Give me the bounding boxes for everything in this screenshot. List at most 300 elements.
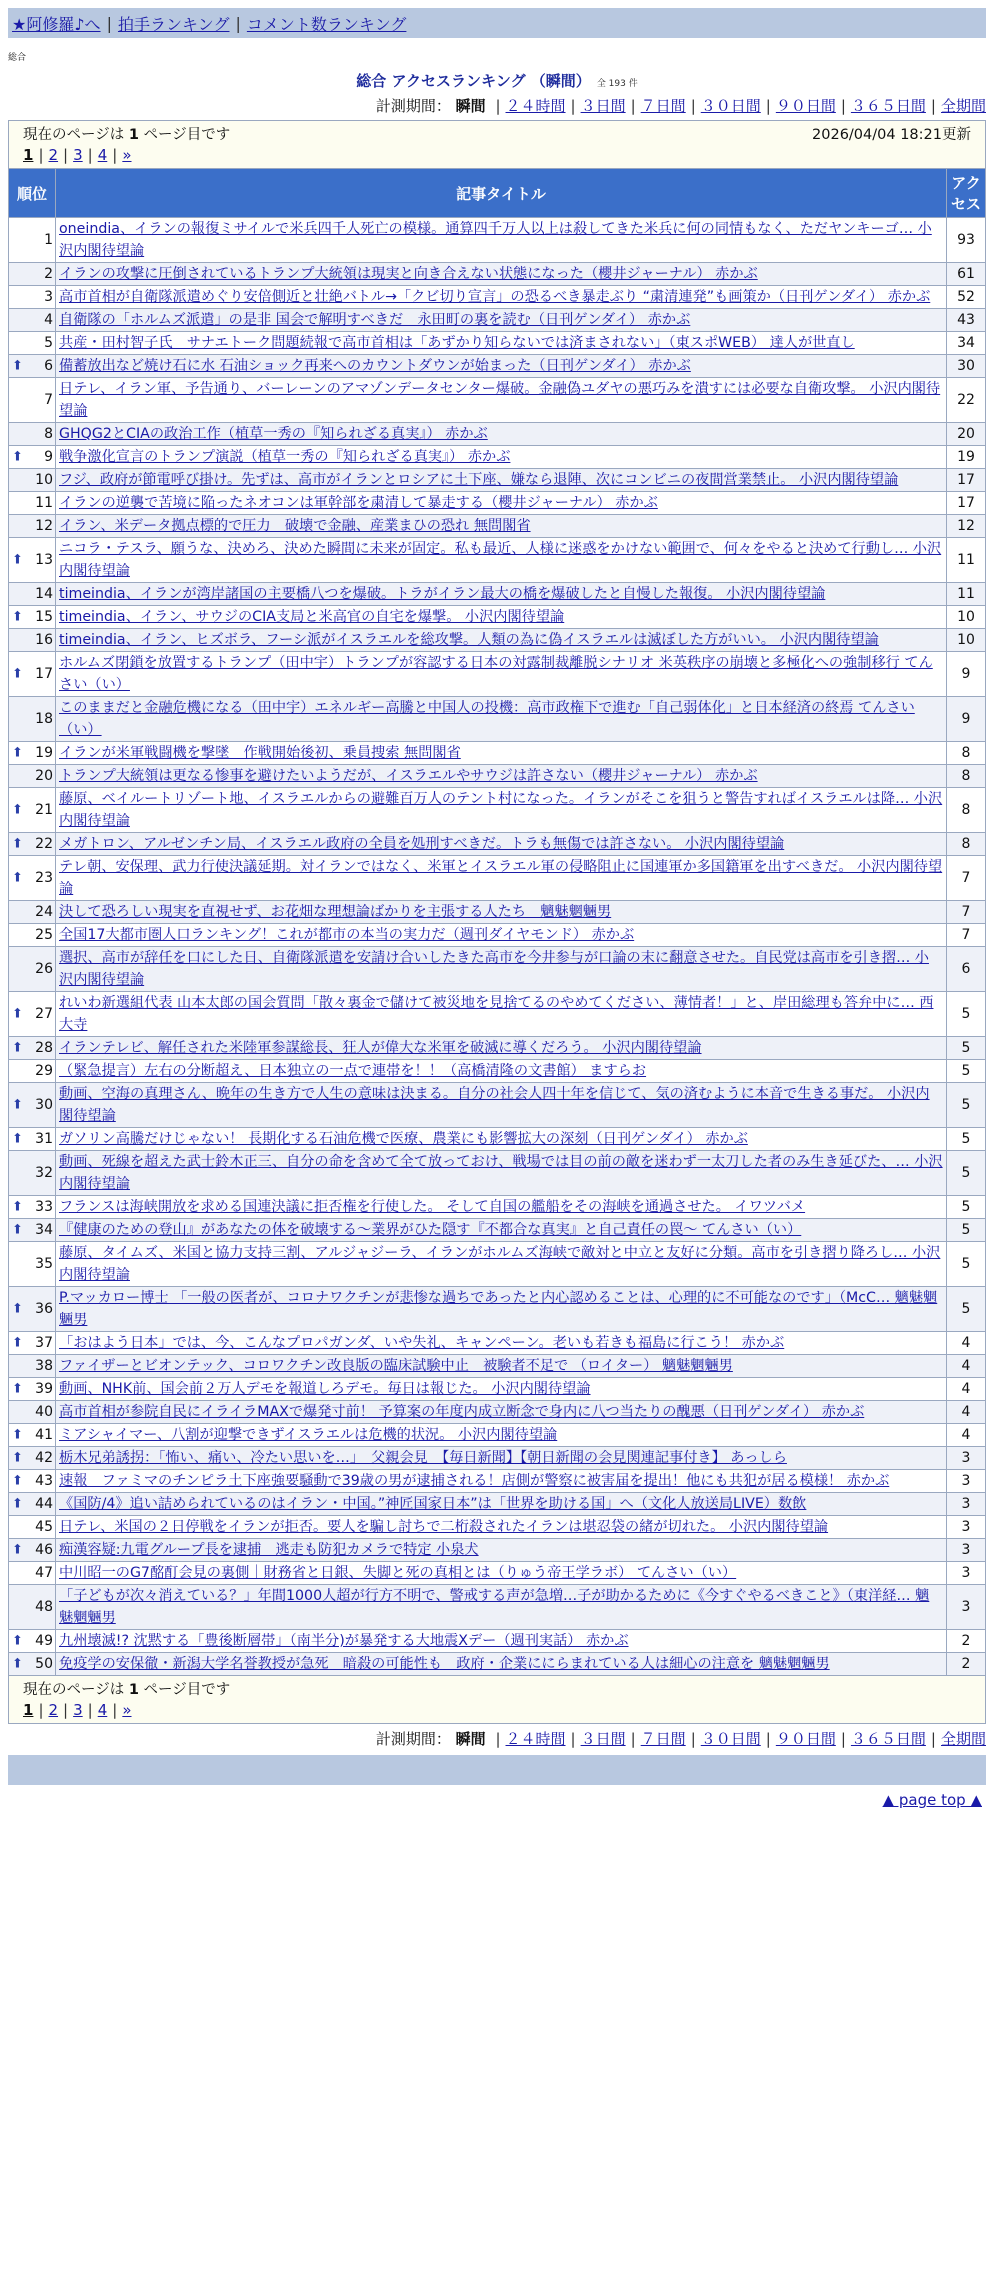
article-link[interactable]: ミアシャイマー、八割が迎撃できずイスラエルは危機的状況。 小沢内閣待望論 [59,1427,558,1443]
table-row [9,1653,986,1676]
period-separator: | [570,97,576,115]
period-option-link[interactable]: ２４時間 [505,1730,566,1748]
table-row [9,833,986,856]
table-row [9,606,986,629]
table-row [9,1493,986,1516]
rank-number: 37 [35,1335,53,1351]
title-cell [56,924,947,947]
article-link[interactable]: 自衛隊の「ホルムズ派遣」の是非 国会で解明すべきだ 永田町の裏を読む（日刊ゲンダイ） 赤かぶ [59,312,691,328]
table-row [9,1151,986,1196]
rank-cell [9,286,56,309]
updated-timestamp: 2026/04/04 18:21更新 [812,127,971,143]
article-link[interactable]: れいわ新選組代表 山本太郎の国会質問「散々裏金で儲けて被災地を見捨てるのやめてください、薄情者！」と、岸田総理も答弁中に… 西大寺 [59,995,934,1033]
access-count: 2 [947,1653,986,1676]
title-cell [56,1242,947,1287]
period-current: 瞬間 [455,1730,486,1748]
rank-number: 11 [35,495,53,511]
rank-number: 49 [35,1633,53,1649]
article-link[interactable]: ガソリン高騰だけじゃない！ 長期化する石油危機で医療、農業にも影響拡大の深刻（日刊ゲンダイ） 赤かぶ [59,1131,748,1147]
home-link[interactable]: ★阿修羅♪へ [12,14,101,34]
title-cell [56,1060,947,1083]
access-count: 4 [947,1355,986,1378]
rank-number: 31 [35,1131,53,1147]
rank-cell [9,788,56,833]
rank-cell [9,629,56,652]
current-page-note [23,1678,230,1699]
header-title: 記事タイトル [56,169,947,218]
period-separator: | [495,1730,501,1748]
rank-number: 4 [44,312,53,328]
up-arrow-icon: ⬆ [12,666,23,682]
rank-cell [9,1060,56,1083]
article-link[interactable]: イランが米軍戦闘機を撃墜 作戦開始後初、乗員捜索 無問閣省 [59,745,461,761]
title-cell [56,606,947,629]
title-cell [56,263,947,286]
rank-cell [9,1424,56,1447]
title-cell [56,992,947,1037]
up-arrow-icon: ⬆ [12,836,23,852]
rank-number: 33 [35,1199,53,1215]
period-option-link[interactable]: ３６５日間 [850,1730,926,1748]
up-arrow-icon: ⬆ [12,1006,23,1022]
article-link[interactable]: トランプ大統領は更なる惨事を避けたいようだが、イスラエルやサウジは許さない（櫻井ジャーナル） 赤かぶ [59,768,758,784]
access-count: 3 [947,1493,986,1516]
article-link[interactable]: ニコラ・テスラ、願うな、決めろ、決めた瞬間に未来が固定。私も最近、人様に迷惑をかけない範囲で、何々をやると決めて行動し… 小沢内閣待望論 [59,541,942,579]
article-link[interactable]: timeindia、イランが湾岸諸国の主要橋八つを爆破。トラがイラン最大の橋を爆破したと自慢した報復。 小沢内閣待望論 [59,586,826,602]
rank-cell [9,469,56,492]
rank-cell [9,1332,56,1355]
title-cell [56,538,947,583]
article-link[interactable]: 『健康のための登山』があなたの体を破壊する～業界がひた隠す『不都合な真実』と自己責任の罠～ てんさい（い） [59,1222,802,1238]
pager-bottom [23,1701,971,1723]
table-row [9,1355,986,1378]
rank-cell [9,1151,56,1196]
rank-number: 40 [35,1404,53,1420]
top-nav-bar [8,8,986,38]
table-row [9,1470,986,1493]
header-access: アクセス [947,169,986,218]
title-cell [56,788,947,833]
pager-separator: | [112,1701,118,1719]
rank-number: 20 [35,768,53,784]
access-count: 3 [947,1585,986,1630]
period-label: 計測期間： [375,1730,451,1748]
access-count: 5 [947,1151,986,1196]
access-count: 7 [947,901,986,924]
pager-link[interactable]: 4 [97,146,108,164]
up-arrow-icon: ⬆ [12,745,23,761]
article-link[interactable]: （緊急提言）左右の分断超え、日本独立の一点で連帯を！！（高橋清隆の文書館） ますらお [59,1063,647,1079]
info-bar-top [9,121,986,169]
article-link[interactable]: 「子どもが次々消えている？」年間1000人超が行方不明で、警戒する声が急増…子が助かるために《今すぐやるべきこと》（東洋経… 魑魅魍魎男 [59,1588,930,1626]
rank-number: 43 [35,1473,53,1489]
access-count: 52 [947,286,986,309]
table-row [9,765,986,788]
title-cell [56,1378,947,1401]
title-cell [56,1653,947,1676]
bottom-bar [8,1755,986,1785]
article-link[interactable]: ファイザーとビオンテック、コロワクチン改良版の臨床試験中止 被験者不足で （ロイター） 魑魅魍魎男 [59,1358,733,1374]
table-row [9,856,986,901]
period-option-link[interactable]: ７日間 [640,1730,686,1748]
page-note-num: 1 [128,127,139,143]
article-link[interactable]: 全国17大都市圏人口ランキング！これが都市の本当の実力だ（週刊ダイヤモンド） 赤かぶ [59,927,635,943]
rank-cell [9,606,56,629]
title-cell [56,378,947,423]
table-row [9,1196,986,1219]
pager-current: 1 [23,146,34,164]
period-option-link[interactable]: 全期間 [940,97,986,115]
up-arrow-icon: ⬆ [12,1301,23,1317]
up-arrow-icon: ⬆ [12,1450,23,1466]
table-row [9,538,986,583]
rank-number: 36 [35,1301,53,1317]
rank-number: 8 [44,426,53,442]
pager-link[interactable]: 3 [73,1701,83,1719]
rank-cell [9,1516,56,1539]
pager-next-link[interactable]: » [122,1701,132,1719]
rank-cell [9,1083,56,1128]
table-row [9,1562,986,1585]
rank-number: 48 [35,1599,53,1615]
access-count: 19 [947,446,986,469]
rank-number: 45 [35,1519,53,1535]
table-row [9,1447,986,1470]
period-option-link[interactable]: 全期間 [940,1730,986,1748]
rank-number: 30 [35,1097,53,1113]
table-row [9,1037,986,1060]
article-link[interactable]: イランの逆襲で苦境に陥ったネオコンは軍幹部を粛清して暴走する（櫻井ジャーナル） 赤かぶ [59,495,658,511]
table-row [9,1378,986,1401]
article-link[interactable]: イランテレビ、解任された米陸軍参謀総長、狂人が偉大な米軍を破滅に導くだろう。 小沢内閣待望論 [59,1040,702,1056]
article-link[interactable]: イランの攻撃に圧倒されているトランプ大統領は現実と向き合えない状態になった（櫻井ジャーナル） 赤かぶ [59,266,758,282]
title-cell [56,1493,947,1516]
article-link[interactable]: 高市首相が自衛隊派遣めぐり安倍側近と壮絶バトル→「クビ切り宣言」の恐るべき暴走ぶり “粛清連発”も画策か（日刊ゲンダイ） 赤かぶ [59,289,931,305]
period-option-link[interactable]: ３６５日間 [850,97,926,115]
pager-link[interactable]: 4 [97,1701,108,1719]
article-link[interactable]: 藤原、ベイルートリゾート地、イスラエルからの避難百万人のテント村になった。イランがそこを狙うと警告すればイスラエルは降… 小沢内閣待望論 [59,791,943,829]
rank-number: 28 [35,1040,53,1056]
pager-top [23,146,971,168]
article-link[interactable]: 日テレ、イラン軍、予告通り、バーレーンのアマゾンデータセンター爆破。金融偽ユダヤの悪巧みを潰すには必要な自衛攻撃。 小沢内閣待望論 [59,381,941,419]
rank-cell [9,378,56,423]
table-row [9,947,986,992]
rank-cell [9,1287,56,1332]
page-title-text: 総合 アクセスランキング （瞬間） [356,72,591,90]
access-count: 22 [947,378,986,423]
up-arrow-icon: ⬆ [12,552,23,568]
period-option-link[interactable]: ３０日間 [700,97,761,115]
article-link[interactable]: 動画、空海の真理さん、晩年の生き方で人生の意味は決まる。自分の社会人四十年を信じて、気の済むように本音で生きる事だ。 小沢内閣待望論 [59,1086,930,1124]
article-link[interactable]: 速報 ファミマのチンピラ土下座強要騒動で39歳の男が逮捕される！店側が警察に被害届を提出！他にも共犯が居る模様！ 赤かぶ [59,1473,890,1489]
rank-number: 24 [35,904,53,920]
table-row [9,583,986,606]
title-cell [56,1630,947,1653]
access-count: 43 [947,309,986,332]
up-arrow-icon: ⬆ [12,1427,23,1443]
period-separator: | [570,1730,576,1748]
article-link[interactable]: メガトロン、アルゼンチン局、イスラエル政府の全員を処刑すべきだ。トラも無傷では許さない。 小沢内閣待望論 [59,836,785,852]
rank-number: 27 [35,1006,53,1022]
article-link[interactable]: 決して恐ろしい現実を直視せず、お花畑な理想論ばかりを主張する人たち 魑魅魍魎男 [59,904,612,920]
rank-number: 46 [35,1542,53,1558]
rank-cell [9,947,56,992]
table-row [9,1516,986,1539]
article-link[interactable]: ホルムズ閉鎖を放置するトランプ（田中宇）トランプが容認する日本の対露制裁離脱シナリオ 米英秩序の崩壊と多極化への強制移行 てんさい（い） [59,655,933,693]
period-option-link[interactable]: ７日間 [640,97,686,115]
rank-number: 18 [35,711,53,727]
access-count: 4 [947,1332,986,1355]
page-note-suffix: ページ目です [143,127,231,143]
access-count: 5 [947,992,986,1037]
access-count: 34 [947,332,986,355]
period-separator: | [690,1730,696,1748]
title-cell [56,947,947,992]
up-arrow-icon: ⬆ [12,1542,23,1558]
clap-ranking-link[interactable]: 拍手ランキング [117,14,230,34]
rank-cell [9,765,56,788]
pager-link[interactable]: 2 [48,146,59,164]
article-link[interactable]: 日テレ、米国の２日停戦をイランが拒否。要人を騙し討ちで二桁殺されたイランは堪忍袋の緒が切れた。 小沢内閣待望論 [59,1519,829,1535]
rank-cell [9,492,56,515]
table-row [9,263,986,286]
period-separator: | [690,97,696,115]
rank-cell [9,856,56,901]
pager-separator: | [63,146,69,164]
rank-cell [9,901,56,924]
access-count: 4 [947,1424,986,1447]
rank-number: 38 [35,1358,53,1374]
table-row [9,218,986,263]
article-link[interactable]: 動画、NHK前、国会前２万人デモを報道しろデモ。毎日は報じた。 小沢内閣待望論 [59,1381,591,1397]
article-link[interactable]: テレ朝、安保理、武力行使決議延期。対イランではなく、米軍とイスラエル軍の侵略阻止に国連軍か多国籍軍を出すべきだ。 小沢内閣待望論 [59,859,943,897]
table-row [9,1424,986,1447]
pager-link[interactable]: 3 [73,146,83,164]
article-link[interactable]: 「おはよう日本」では、今、こんなプロパガンダ、いや失礼、キャンペーン。老いも若きも福島に行こう！ 赤かぶ [59,1335,785,1351]
pager-next-link[interactable]: » [122,146,132,164]
table-row [9,652,986,697]
period-separator: | [930,97,936,115]
rank-cell [9,1562,56,1585]
title-cell [56,833,947,856]
rank-number: 41 [35,1427,53,1443]
rank-number: 17 [35,666,53,682]
up-arrow-icon: ⬆ [12,609,23,625]
title-cell [56,583,947,606]
header-rank: 順位 [9,169,56,218]
rank-cell [9,423,56,446]
period-separator: | [630,97,636,115]
table-row [9,446,986,469]
article-link[interactable]: 免疫学の安保徹・新潟大学名誉教授が急死 暗殺の可能性も 政府・企業ににらまれている人は細心の注意を 魑魅魍魎男 [59,1656,830,1672]
rank-number: 39 [35,1381,53,1397]
access-count: 9 [947,652,986,697]
rank-cell [9,742,56,765]
rank-cell [9,1585,56,1630]
article-link[interactable]: 戦争激化宣言のトランプ演説（植草一秀の『知られざる真実』） 赤かぶ [59,449,511,465]
rank-number: 29 [35,1063,53,1079]
access-count: 20 [947,423,986,446]
rank-cell [9,515,56,538]
ranking-table [8,120,986,1724]
rank-cell [9,1447,56,1470]
title-cell [56,423,947,446]
nav-separator: | [235,13,241,33]
article-link[interactable]: フランスは海峡開放を求める国連決議に拒否権を行使した。 そして自国の艦船をその海峡を通過させた。 イワツバメ [59,1199,806,1215]
access-count: 7 [947,924,986,947]
table-row [9,286,986,309]
up-arrow-icon: ⬆ [12,1222,23,1238]
title-cell [56,1401,947,1424]
rank-cell [9,652,56,697]
title-cell [56,1219,947,1242]
page-title [8,70,986,91]
rank-cell [9,1219,56,1242]
rank-cell [9,332,56,355]
rank-cell [9,992,56,1037]
access-count: 61 [947,263,986,286]
article-link[interactable]: 栃木兄弟誘拐：「怖い、痛い、冷たい思いを…」 父親会見 【毎日新聞】【朝日新聞の会見関連記事付き】 あっしら [59,1450,787,1466]
title-cell [56,742,947,765]
up-arrow-icon: ⬆ [12,1473,23,1489]
title-cell [56,1424,947,1447]
title-cell [56,1447,947,1470]
rank-cell [9,924,56,947]
access-count: 3 [947,1562,986,1585]
access-count: 7 [947,856,986,901]
article-link[interactable]: 中川昭一のG7酩酊会見の裏側｜財務省と日銀、失脚と死の真相とは（りゅう帝王学ラボ） てんさい（い） [59,1565,737,1581]
title-cell [56,515,947,538]
pager-separator: | [87,146,93,164]
article-link[interactable]: P.マッカロー博士 「一般の医者が、コロナワクチンが悲惨な過ちであったと内心認めることは、心理的に不可能なのです」（McC… 魑魅魍魎男 [59,1290,938,1328]
period-option-link[interactable]: ３日間 [580,1730,626,1748]
title-cell [56,286,947,309]
rank-number: 22 [35,836,53,852]
table-row [9,332,986,355]
rank-cell [9,1470,56,1493]
access-count: 17 [947,469,986,492]
period-option-link[interactable]: ３０日間 [700,1730,761,1748]
rank-number: 12 [35,518,53,534]
article-link[interactable]: フジ、政府が節電呼び掛け。先ずは、高市がイランとロシアに土下座、嫌なら退陣、次にコンビニの夜間営業禁止。 小沢内閣待望論 [59,472,899,488]
rank-number: 6 [44,358,53,374]
article-link[interactable]: timeindia、イラン、サウジのCIA支局と米高官の自宅を爆撃。 小沢内閣待望論 [59,609,565,625]
table-row [9,1630,986,1653]
table-row [9,742,986,765]
title-cell [56,1151,947,1196]
table-row [9,1083,986,1128]
rank-cell [9,218,56,263]
table-row [9,1128,986,1151]
article-link[interactable]: 動画、死線を超えた武士鈴木正三、自分の命を含めて全て放っておけ、戦場では目の前の敵を迷わず一太刀した者のみ生き延びた、… 小沢内閣待望論 [59,1154,943,1192]
rank-cell [9,1653,56,1676]
table-row [9,1060,986,1083]
page-top-area [8,1785,986,1815]
table-row [9,1287,986,1332]
table-row [9,515,986,538]
up-arrow-icon: ⬆ [12,1656,23,1672]
table-row [9,469,986,492]
period-selector-top [8,95,986,116]
article-link[interactable]: oneindia、イランの報復ミサイルで米兵四千人死亡の模様。通算四千万人以上は殺してきた米兵に何の同情もなく、ただヤンキーゴ… 小沢内閣待望論 [59,221,932,259]
total-count: 全 193 件 [596,79,638,89]
rank-cell [9,697,56,742]
title-cell [56,218,947,263]
access-count: 30 [947,355,986,378]
access-count: 5 [947,1060,986,1083]
access-count: 5 [947,1242,986,1287]
rank-number: 2 [44,266,53,282]
comment-ranking-link[interactable]: コメント数ランキング [246,14,407,34]
title-cell [56,901,947,924]
article-link[interactable]: 選択、高市が辞任を口にした日、自衛隊派遣を安請け合いしたきた高市を今井参与が口論の末に翻意させた。自民党は高市を引き摺… 小沢内閣待望論 [59,950,929,988]
access-count: 3 [947,1539,986,1562]
article-link[interactable]: 藤原、タイムズ、米国と協力支持三割、アルジャジーラ、イランがホルムズ海峡で敵対と中立と友好に分類。高市を引き摺り降ろし… 小沢内閣待望論 [59,1245,941,1283]
access-count: 3 [947,1447,986,1470]
access-count: 5 [947,1083,986,1128]
access-count: 5 [947,1128,986,1151]
table-row [9,924,986,947]
title-cell [56,765,947,788]
article-link[interactable]: 備蓄放出など焼け石に水 石油ショック再来へのカウントダウンが始まった（日刊ゲンダイ） 赤かぶ [59,358,691,374]
table-row [9,492,986,515]
rank-number: 50 [35,1656,53,1672]
up-arrow-icon: ⬆ [12,870,23,886]
up-arrow-icon: ⬆ [12,1040,23,1056]
period-option-link[interactable]: ９０日間 [775,1730,836,1748]
table-row [9,788,986,833]
rank-cell [9,1196,56,1219]
nav-separator: | [106,13,112,33]
access-count: 5 [947,1287,986,1332]
rank-cell [9,1037,56,1060]
title-cell [56,1037,947,1060]
title-cell [56,1332,947,1355]
article-link[interactable]: GHQG2とCIAの政治工作（植草一秀の『知られざる真実』） 赤かぶ [59,426,488,442]
period-option-link[interactable]: ９０日間 [775,97,836,115]
rank-number: 1 [44,232,53,248]
access-count: 3 [947,1516,986,1539]
article-link[interactable]: イラン、米データ拠点標的で圧力 破壊で金融、産業まひの恐れ 無問閣省 [59,518,531,534]
rank-number: 44 [35,1496,53,1512]
pager-link[interactable]: 2 [48,1701,59,1719]
table-row [9,1219,986,1242]
article-link[interactable]: 九州壊滅!? 沈黙する「豊後断層帯」（南半分)が暴発する大地震Xデー（週刊実話） 赤かぶ [59,1633,629,1649]
title-cell [56,1516,947,1539]
rank-cell [9,1355,56,1378]
rank-number: 35 [35,1256,53,1272]
title-cell [56,332,947,355]
article-link[interactable]: 痴漢容疑:九電グループ長を逮捕 逃走も防犯カメラで特定 小泉犬 [59,1542,479,1558]
up-arrow-icon: ⬆ [12,449,23,465]
rank-number: 19 [35,745,53,761]
article-link[interactable]: 《国防/4》追い詰められているのはイラン・中国。”神匠国家日本”は「世界を助ける国」へ（文化人放送局LIVE）数飲 [59,1496,807,1512]
period-option-link[interactable]: ２４時間 [505,97,566,115]
article-link[interactable]: このままだと金融危機になる（田中宇）エネルギー高騰と中国人の投機：高市政権下で進む「自己弱体化」と日本経済の終焉 てんさい（い） [59,700,915,738]
article-link[interactable]: timeindia、イラン、ヒズボラ、フーシ派がイスラエルを総攻撃。人類の為に偽イスラエルは滅ぼした方がいい。 小沢内閣待望論 [59,632,879,648]
pager-separator: | [63,1701,69,1719]
page-top-link[interactable]: ▲ page top ▲ [882,1791,982,1809]
rank-number: 42 [35,1450,53,1466]
period-option-link[interactable]: ３日間 [580,97,626,115]
up-arrow-icon: ⬆ [12,1496,23,1512]
article-link[interactable]: 高市首相が参院自民にイライラMAXで爆発寸前！ 予算案の年度内成立断念で身内に八つ当たりの醜悪（日刊ゲンダイ） 赤かぶ [59,1404,865,1420]
access-count: 4 [947,1401,986,1424]
article-link[interactable]: 共産・田村智子氏 サナエトーク問題続報で高市首相は「あずかり知らないでは済まされない」（東スポWEB） 達人が世直し [59,335,855,351]
rank-number: 5 [44,335,53,351]
table-row [9,901,986,924]
rank-number: 15 [35,609,53,625]
